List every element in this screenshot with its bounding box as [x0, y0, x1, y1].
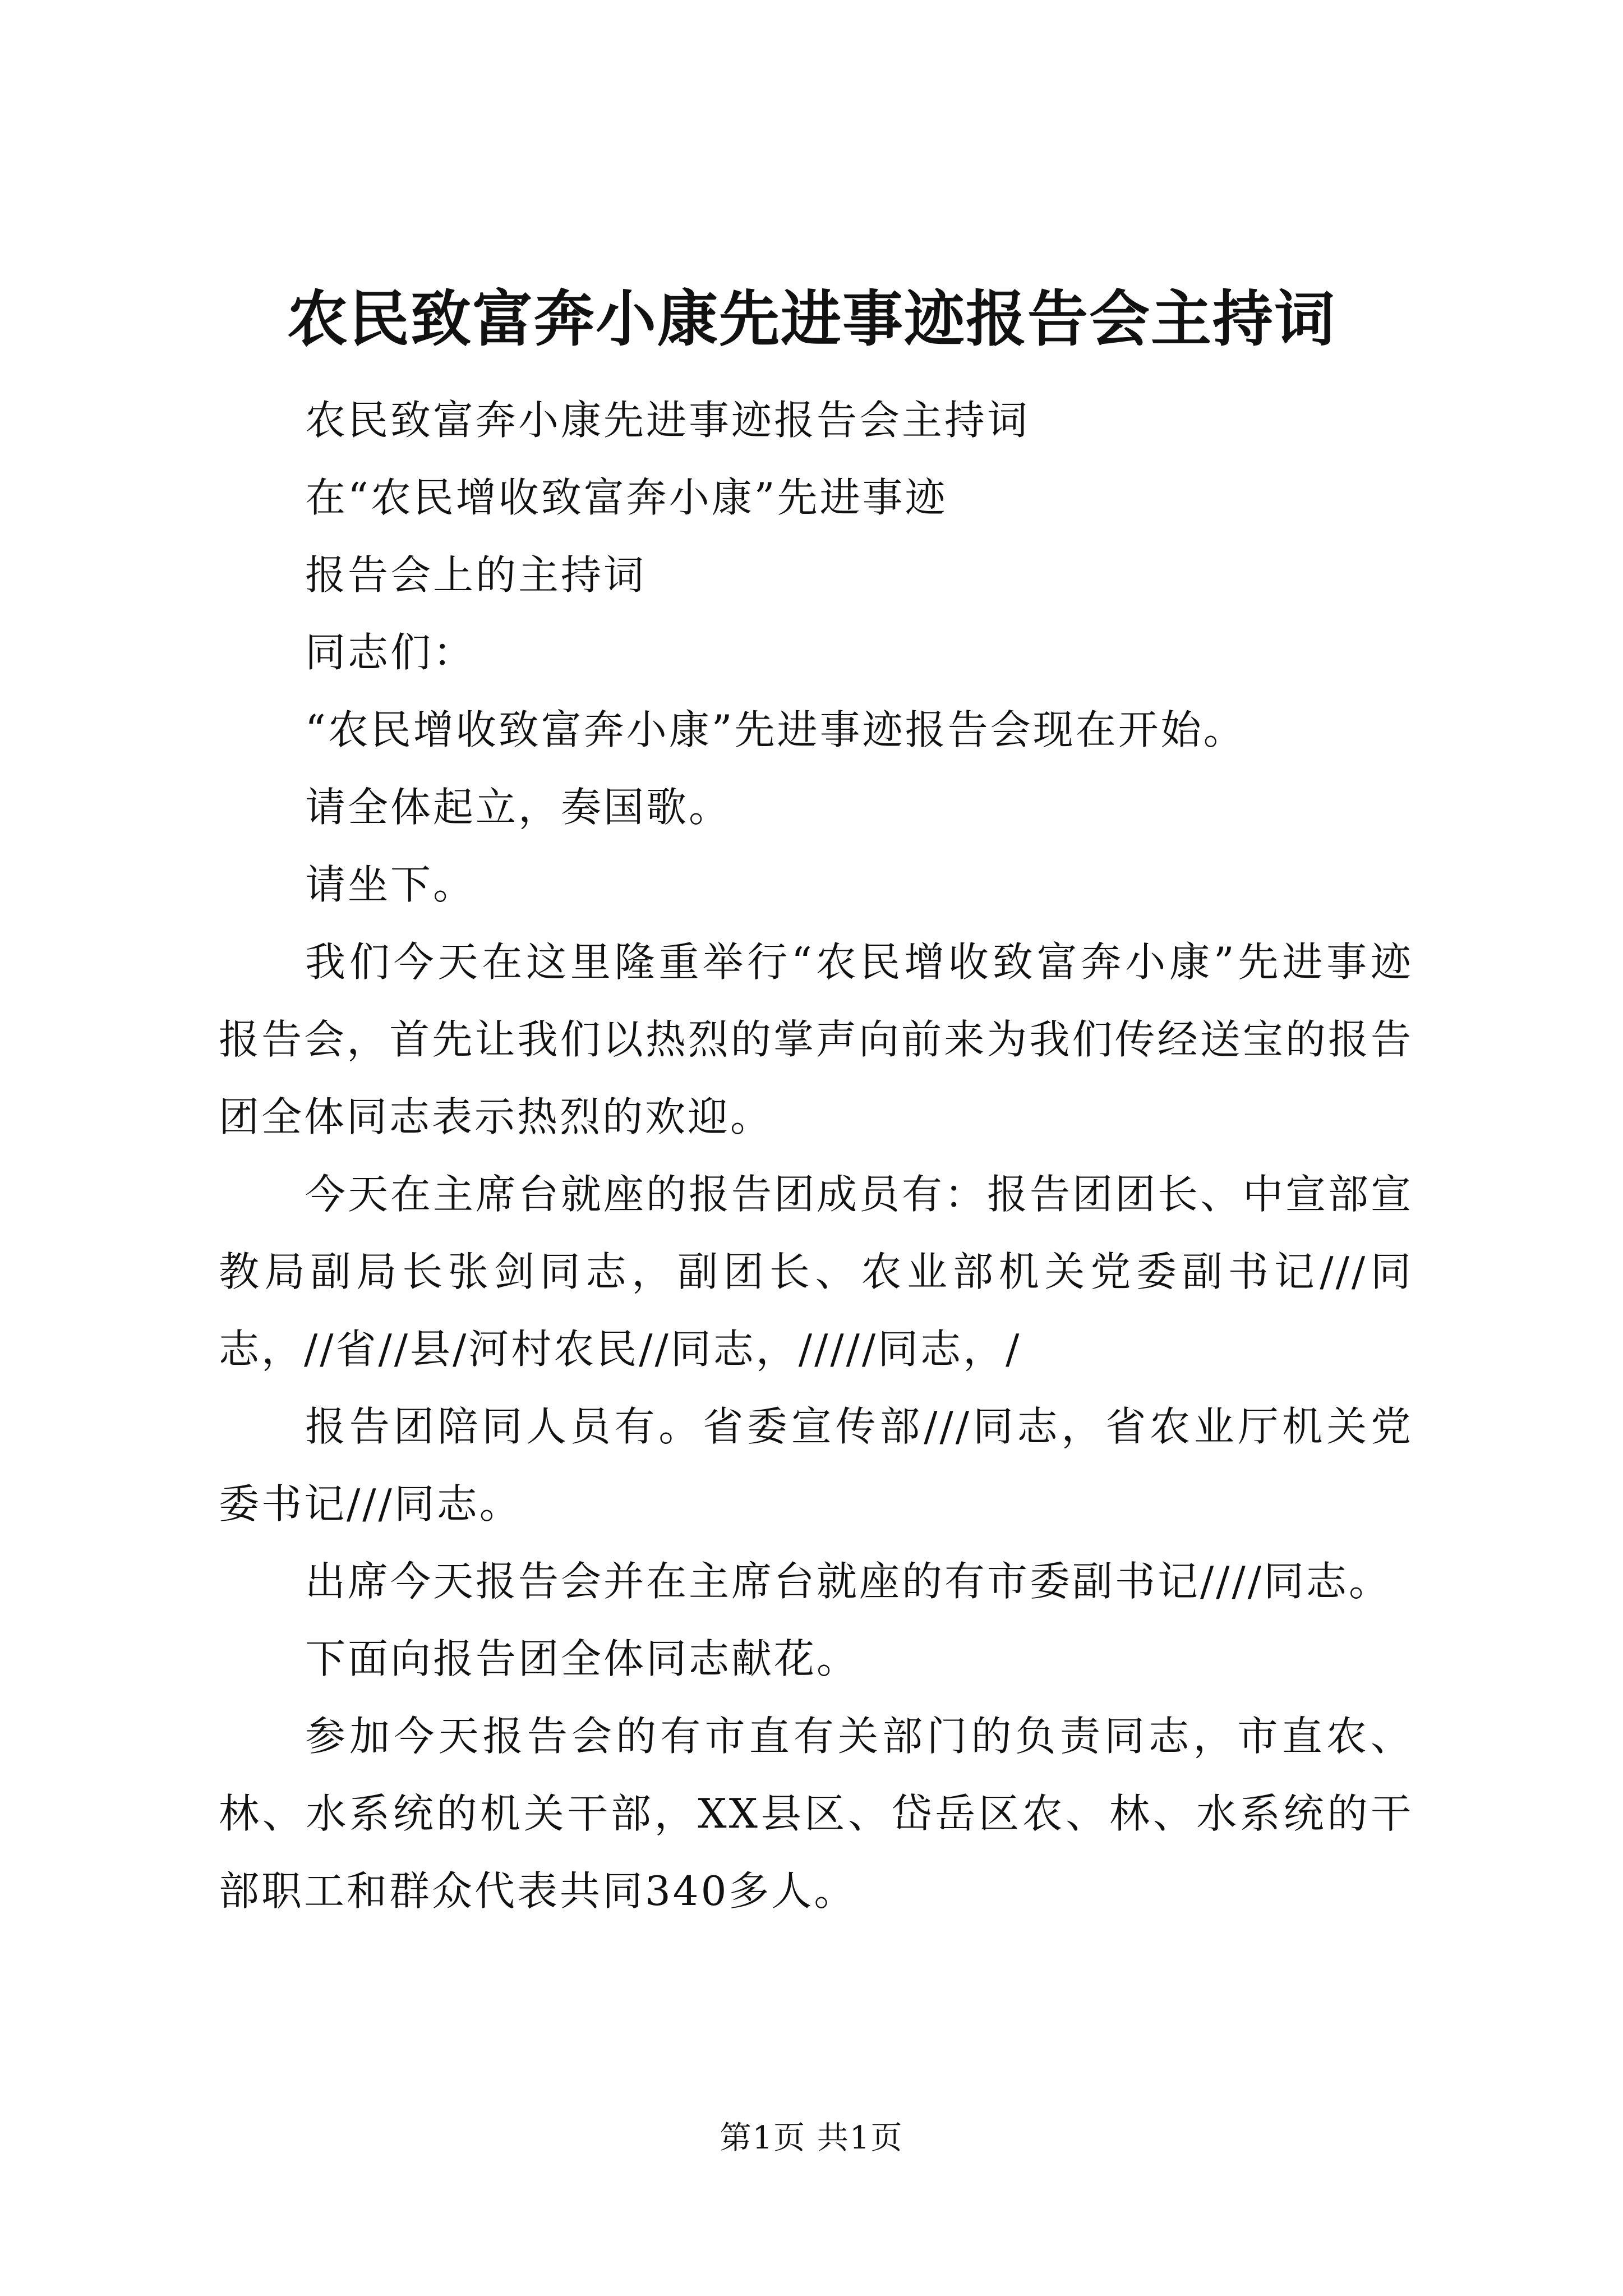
paragraph: 在“农民增收致富奔小康”先进事迹	[305, 474, 948, 521]
document-body	[219, 381, 1413, 1930]
page-footer: 第1页 共1页	[720, 2120, 903, 2156]
document-title: 农民致富奔小康先进事迹报告会主持词	[287, 284, 1336, 355]
paragraph: 请坐下。	[305, 861, 476, 908]
paragraph: 今天在主席台就座的报告团成员有：报告团团长、中宣部宣教局副局长张剑同志，副团长、农业部机关党委副书记///同志，//省//县/河村农民//同志，/////同志，/	[219, 1171, 1414, 1373]
paragraph: 请全体起立，奏国歌。	[305, 784, 732, 831]
paragraph: 农民致富奔小康先进事迹报告会主持词	[305, 397, 1030, 444]
paragraph: 下面向报告团全体同志献花。	[305, 1635, 860, 1682]
paragraph: “农民增收致富奔小康”先进事迹报告会现在开始。	[305, 706, 1246, 753]
paragraph: 报告会上的主持词	[305, 551, 647, 599]
paragraph: 出席今天报告会并在主席台就座的有市委副书记////同志。	[305, 1558, 1392, 1605]
paragraph: 同志们：	[305, 629, 476, 676]
paragraph: 参加今天报告会的有市直有关部门的负责同志，市直农、林、水系统的机关干部，XX县区、岱岳区农、林、水系统的干部职工和群众代表共同340多人。	[219, 1713, 1413, 1915]
paragraph: 报告团陪同人员有。省委宣传部///同志，省农业厅机关党委书记///同志。	[219, 1403, 1413, 1527]
paragraph: 我们今天在这里隆重举行“农民增收致富奔小康”先进事迹报告会，首先让我们以热烈的掌声向前来为我们传经送宝的报告团全体同志表示热烈的欢迎。	[219, 938, 1413, 1140]
